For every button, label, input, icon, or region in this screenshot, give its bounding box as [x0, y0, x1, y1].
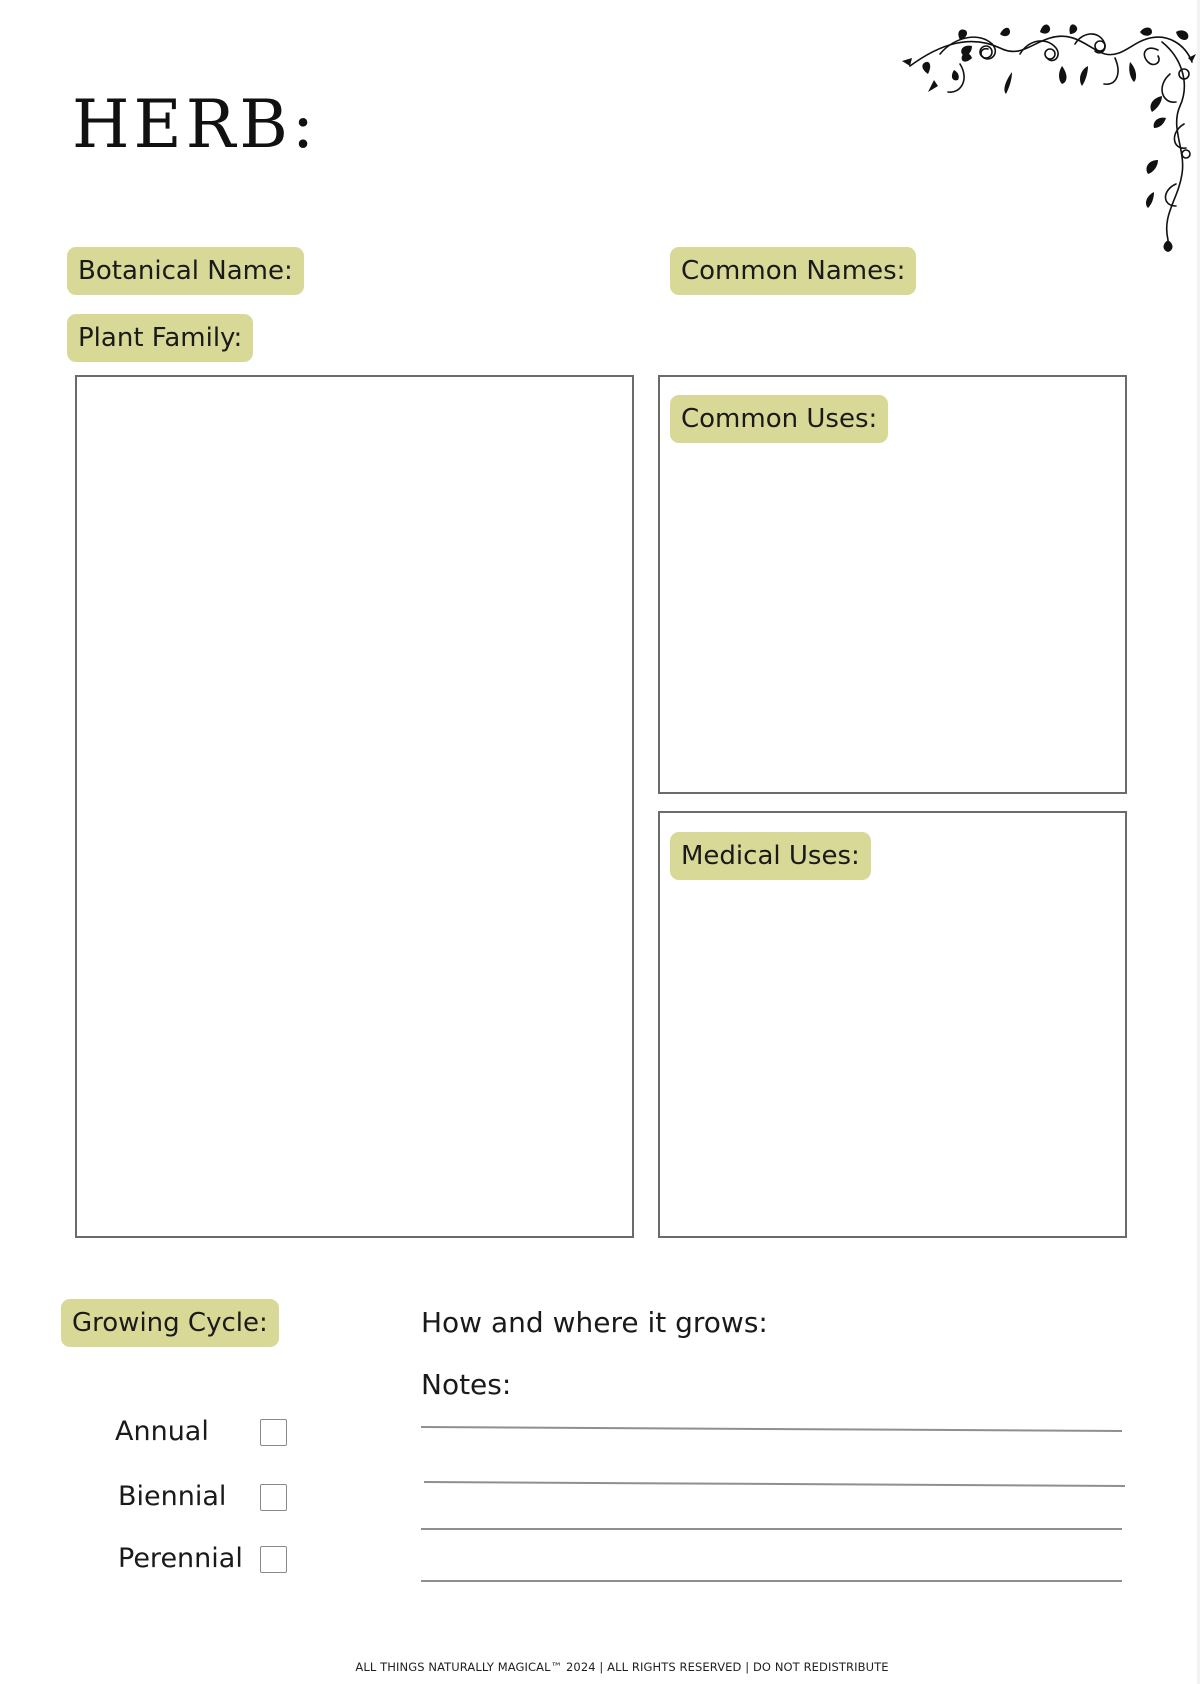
how-where-grows-label: How and where it grows: — [421, 1306, 768, 1339]
notes-line[interactable] — [421, 1427, 1122, 1431]
cycle-option-biennial-checkbox[interactable] — [260, 1484, 287, 1511]
herb-drawing-area[interactable] — [75, 375, 634, 1238]
cycle-option-perennial-checkbox[interactable] — [260, 1546, 287, 1573]
cycle-option-perennial-label: Perennial — [118, 1543, 243, 1574]
notes-line[interactable] — [424, 1482, 1125, 1486]
cycle-option-annual-label: Annual — [115, 1416, 209, 1447]
copyright-footer: ALL THINGS NATURALLY MAGICAL™ 2024 | ALL RIGHTS RESERVED | DO NOT REDISTRIBUTE — [355, 1660, 889, 1674]
page-title: HERB: — [72, 86, 319, 163]
medical-uses-label: Medical Uses: — [670, 832, 871, 880]
notes-label: Notes: — [421, 1368, 512, 1401]
growing-cycle-label: Growing Cycle: — [61, 1299, 279, 1347]
plant-family-label: Plant Family: — [67, 314, 253, 362]
common-names-label: Common Names: — [670, 247, 916, 295]
cycle-option-biennial-label: Biennial — [118, 1481, 227, 1512]
floral-corner-ornament-icon — [900, 14, 1200, 274]
botanical-name-label: Botanical Name: — [67, 247, 304, 295]
cycle-option-annual-checkbox[interactable] — [260, 1419, 287, 1446]
common-uses-label: Common Uses: — [670, 395, 888, 443]
